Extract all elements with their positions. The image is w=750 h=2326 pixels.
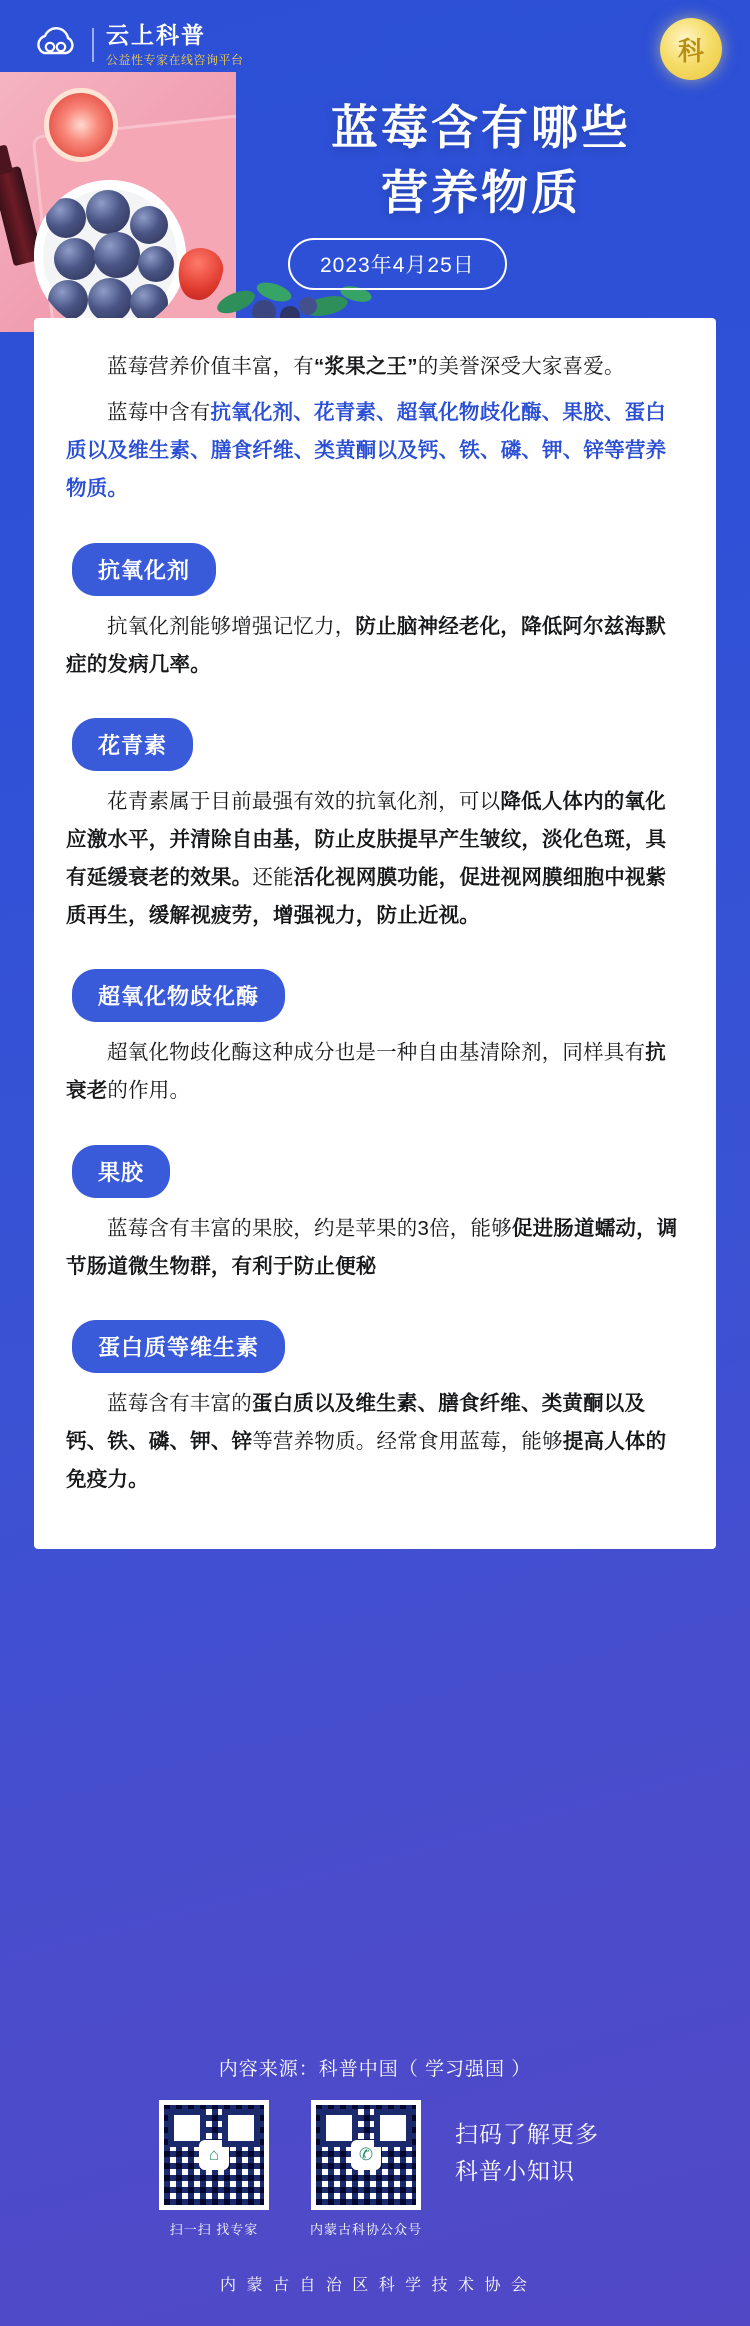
section-body-sod <box>66 1034 684 1110</box>
section-tag-sod: 超氧化物歧化酶 <box>72 969 285 1022</box>
qr-block-expert[interactable] <box>151 2100 277 2238</box>
page-title <box>246 96 716 226</box>
berry <box>86 190 130 234</box>
intro-paragraph-1 <box>66 348 684 386</box>
qr-caption: 内蒙古科协公众号 <box>309 2222 422 2237</box>
section-tag-antioxidant: 抗氧化剂 <box>72 543 216 596</box>
intro1-text-b: “浆果之王” <box>314 355 418 378</box>
scan-prompt <box>455 2116 599 2190</box>
scan-prompt-line1: 扫码了解更多 <box>455 2121 599 2147</box>
section-body-protein <box>66 1385 684 1499</box>
page-title-line1: 蓝莓含有哪些 <box>331 101 631 154</box>
content-source: 内容来源：科普中国（ 学习强国 ） <box>218 2059 532 2080</box>
text-run: 等营养物质。经常食用蓝莓，能够 <box>252 1429 563 1453</box>
text-run-bold: 提高人体的免疫力。 <box>66 1429 667 1491</box>
text-run-bold: 活化视网膜功能，促进视网膜细胞中视紫质再生，缓解视疲劳，增强视力，防止近视。 <box>66 866 667 928</box>
grapefruit-slice <box>44 88 118 162</box>
date-badge: 2023年4月25日 <box>288 238 507 290</box>
brand-divider <box>92 28 94 62</box>
qr-code-image[interactable] <box>311 2100 421 2210</box>
text-run-bold: 防止脑神经老化，降低阿尔兹海默症的发病几率。 <box>66 614 666 676</box>
scan-prompt-line2: 科普小知识 <box>455 2157 575 2184</box>
text-run-bold: 抗衰老 <box>66 1041 666 1103</box>
berry <box>88 278 132 322</box>
text-run: 花青素属于目前最强有效的抗氧化剂，可以 <box>107 789 501 813</box>
intro-paragraph-2 <box>66 394 684 508</box>
text-run-bold: 促进肠道蠕动，调节肠道微生物群，有利于防止便秘 <box>66 1216 678 1278</box>
intro1-text-a: 蓝莓营养价值丰富，有 <box>107 355 314 378</box>
berry <box>54 238 96 280</box>
berry <box>48 280 88 320</box>
qr-code-image[interactable] <box>159 2100 269 2210</box>
hero-photo <box>0 72 236 332</box>
text-run: 蓝莓含有丰富的 <box>107 1391 252 1415</box>
berry <box>94 232 140 278</box>
berry <box>130 284 168 322</box>
section-body-antioxidant <box>66 608 684 684</box>
seal-badge: 科 <box>660 18 722 80</box>
brand-header <box>34 22 244 68</box>
text-run: 蓝莓含有丰富的果胶，约是苹果的3倍，能够 <box>107 1216 512 1240</box>
text-run-bold: 降低人体内的氧化应激水平，并清除自由基，防止皮肤提早产生皱纹，淡化色斑，具有延缓衰老的效果。 <box>66 789 667 889</box>
blueberry-bowl <box>34 180 186 332</box>
text-run-bold: 蛋白质以及维生素、膳食纤维、类黄酮以及钙、铁、磷、钾、锌 <box>66 1391 646 1453</box>
intro2-text-a: 蓝莓中含有 <box>107 401 211 425</box>
qr-block-official-account[interactable] <box>303 2100 429 2238</box>
berry <box>130 206 168 244</box>
text-run: 还能 <box>252 866 294 889</box>
intro2-text-b: 抗氧化剂、花青素、超氧化物歧化酶、果胶、蛋白质以及维生素、膳食纤维、类黄酮以及钙、铁、磷、钾、锌等营养物质。 <box>66 401 667 501</box>
qr-area <box>0 2100 750 2238</box>
cloud-logo-icon <box>34 25 80 65</box>
section-tag-pectin: 果胶 <box>72 1145 170 1198</box>
brand-title: 云上科普 <box>106 22 206 48</box>
section-body-pectin <box>66 1210 684 1286</box>
qr-caption: 扫一扫 找专家 <box>169 2222 259 2237</box>
content-card <box>34 318 716 1549</box>
section-body-anthocyanin <box>66 783 684 936</box>
berry <box>138 246 174 282</box>
text-run: 抗氧化剂能够增强记忆力， <box>107 614 356 638</box>
house-icon: ⌂ <box>199 2140 229 2170</box>
berry <box>46 198 86 238</box>
text-run: 超氧化物歧化酶这种成分也是一种自由基清除剂，同样具有 <box>107 1041 646 1065</box>
section-tag-protein: 蛋白质等维生素 <box>72 1320 285 1373</box>
organization-name: 内 蒙 古 自 治 区 科 学 技 术 协 会 <box>220 2277 530 2294</box>
page-title-line2: 营养物质 <box>381 165 581 219</box>
brand-text <box>106 22 244 68</box>
brand-subtitle: 公益性专家在线咨询平台 <box>106 53 244 68</box>
wechat-icon: ✆ <box>351 2140 381 2170</box>
section-tag-anthocyanin: 花青素 <box>72 718 193 771</box>
text-run: 的作用。 <box>107 1079 191 1103</box>
intro1-text-c: 的美誉深受大家喜爱。 <box>417 355 625 378</box>
